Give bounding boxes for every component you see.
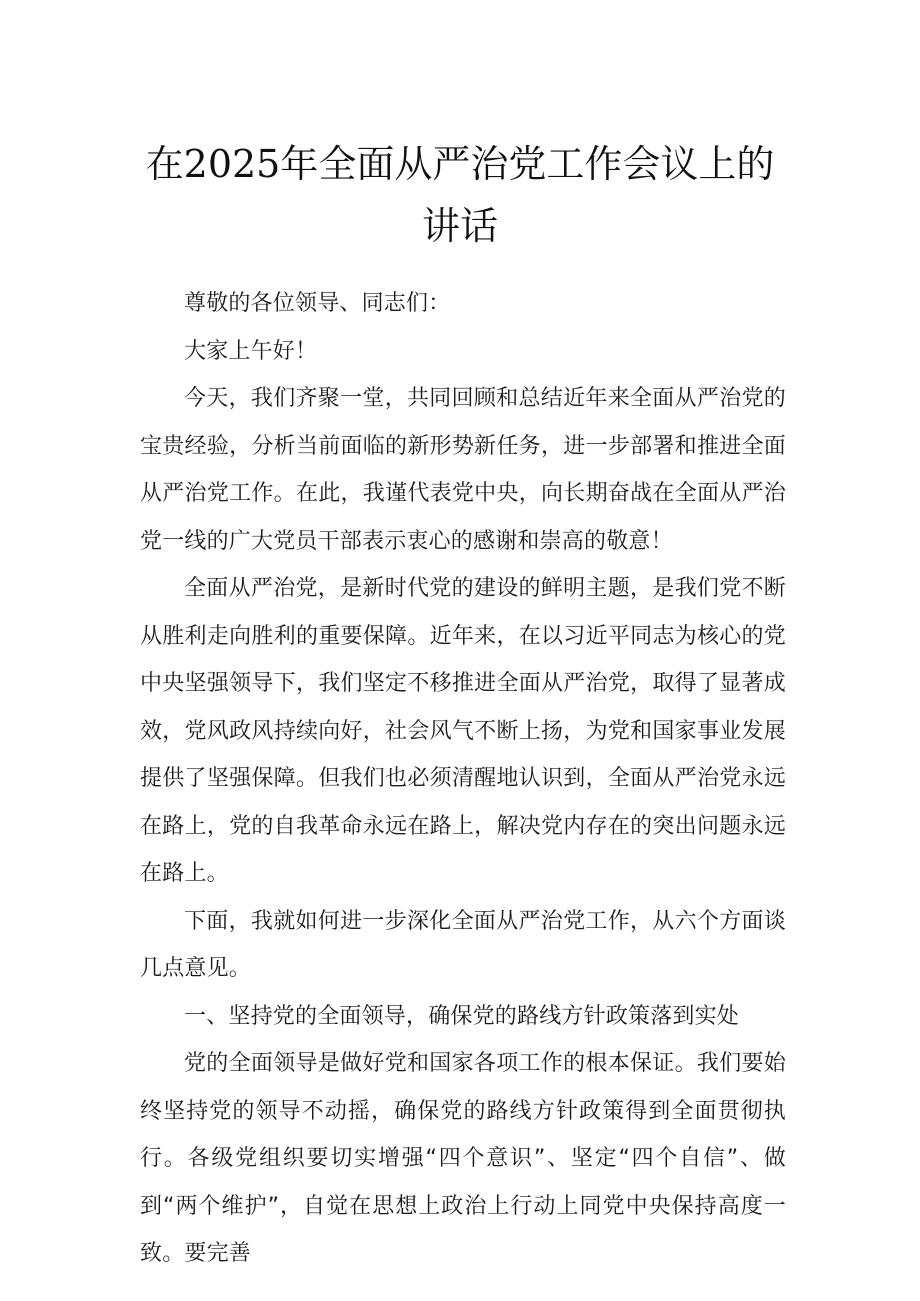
paragraph-intro: 今天，我们齐聚一堂，共同回顾和总结近年来全面从严治党的宝贵经验，分析当前面临的新形势新任务，进一步部署和推进全面从严治党工作。在此，我谨代表党中央，向长期奋战在全面从严治党一线的广大党员干部表示衷心的感谢和崇高的敬意！ <box>140 386 786 554</box>
paragraph-outline: 下面，我就如何进一步深化全面从严治党工作，从六个方面谈几点意见。 <box>140 908 786 981</box>
title-line-1: 在2025年全面从严治党工作会议上的 <box>145 142 775 186</box>
title-line-2: 讲话 <box>421 204 498 248</box>
paragraph-background: 全面从严治党，是新时代党的建设的鲜明主题，是我们党不断从胜利走向胜利的重要保障。近年来，在以习近平同志为核心的党中央坚强领导下，我们坚定不移推进全面从严治党，取得了显著成效，党风政风持续向好，社会风气不断上扬，为党和国家事业发展提供了坚强保障。但我们也必须清醒地认识到，全面从严治党永远在路上，党的自我革命永远在路上，解决党内存在的突出问题永远在路上。 <box>140 576 786 886</box>
section-heading-1: 一、坚持党的全面领导，确保党的路线方针政策落到实处 <box>184 1003 740 1029</box>
greeting: 大家上午好！ <box>184 338 318 364</box>
document-title <box>140 133 780 257</box>
paragraph-section-1: 党的全面领导是做好党和国家各项工作的根本保证。我们要始终坚持党的领导不动摇，确保党的路线方针政策得到全面贯彻执行。各级党组织要切实增强“四个意识”、坚定“四个自信”、做到“两个维护”，自觉在思想上政治上行动上同党中央保持高度一致。要完善 <box>140 1051 786 1266</box>
salutation: 尊敬的各位领导、同志们： <box>184 291 451 316</box>
document-body <box>140 280 786 1278</box>
